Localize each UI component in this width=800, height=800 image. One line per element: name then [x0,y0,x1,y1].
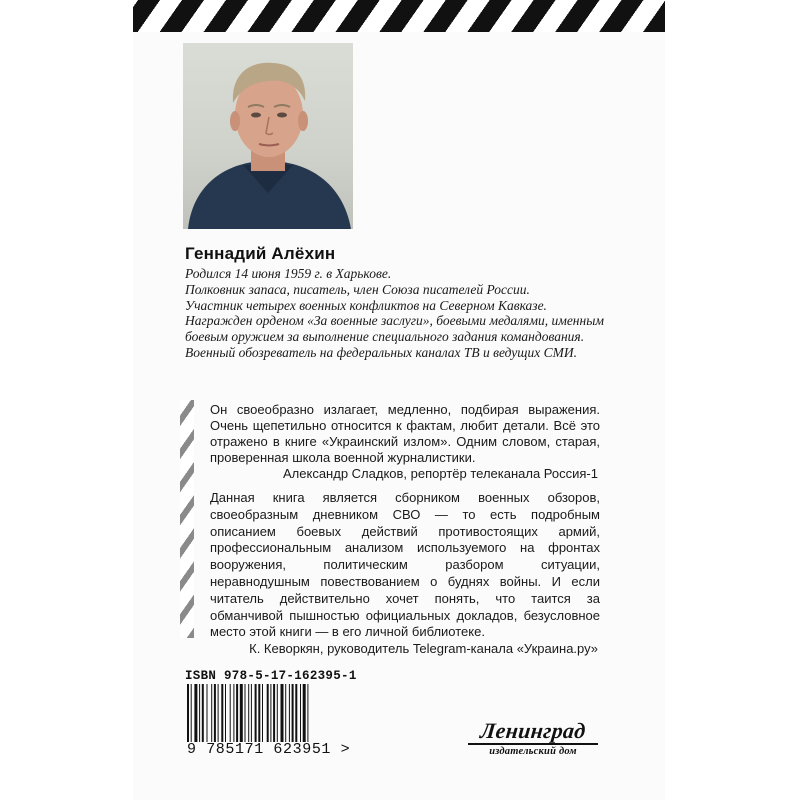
quote-attribution: К. Кеворкян, руководитель Telegram-канала «Украина.ру» [249,641,598,657]
author-bio [185,266,615,361]
publisher-name: Ленинград [479,718,587,743]
top-hazard-stripes [133,0,665,32]
bio-line: Участник четырех военных конфликтов на Северном Кавказе. [185,297,547,313]
quote-text: Он своеобразно излагает, медленно, подбирая выражения. Очень щепетильно относится к фактам, любит детали. Всё это отражено в книге «Украинский излом». Одним словом, старая, проверенная школа военной журналистики. [210,402,600,465]
bio-line: Военный обозреватель на федеральных каналах ТВ и ведущих СМИ. [185,344,577,360]
quote-text: Данная книга является сборником военных обзоров, своеобразным дневником СВО — то есть подробным описанием боевых действий противостоящих армий, профессиональным анализом используемого на фронтах вооружения, политическим разбором ситуации, неравнодушным повествованием о буднях войны. И если читатель действительно хочет понять, что таится за обманчивой пышностью официальных докладов, безусловное место этой книги — в его личной библиотеке. [210,490,600,640]
barcode-icon [187,684,347,742]
side-hazard-stripes [180,400,194,638]
author-portrait-icon [183,43,353,229]
quote-attribution: Александр Сладков, репортёр телеканала Россия-1 [283,466,598,481]
bio-line: Награжден орденом «За военные заслуги», боевыми медалями, именным боевым оружием за выполнение специального задания командования. [185,313,604,345]
publisher-subtitle: издательский дом [468,743,598,757]
bio-line: Родился 14 июня 1959 г. в Харькове. [185,266,392,281]
review-quote-2 [210,490,600,658]
review-quote-1 [210,402,600,482]
publisher-logo [468,720,598,757]
barcode-digits: 9 785171 623951 > [187,741,351,758]
isbn-label: ISBN 978-5-17-162395-1 [185,669,357,683]
bio-line: Полковник запаса, писатель, член Союза писателей России. [185,281,530,297]
author-name: Геннадий Алёхин [185,244,336,263]
author-photo [183,43,353,229]
